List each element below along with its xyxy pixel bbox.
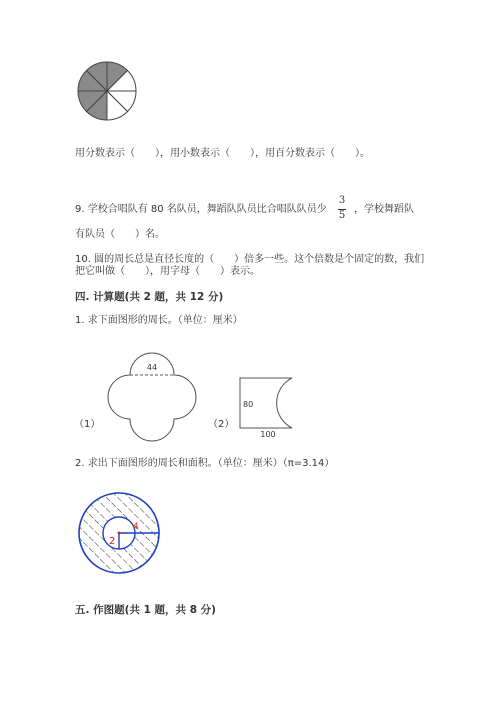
q9-fraction-numerator: 3 [338, 195, 346, 206]
fig2-width-label: 100 [260, 430, 276, 439]
q9-text-line1b: ，学校舞蹈队 [354, 204, 414, 215]
q8-text: 用分数表示（ ），用小数表示（ ），用百分数表示（ ）。 [75, 148, 370, 159]
calc1-figure-1 [100, 345, 210, 445]
fig1-dim-label: 44 [146, 363, 158, 372]
calc1-prompt: 1. 求下面图形的周长。（单位：厘米） [75, 315, 243, 326]
calc2-prompt: 2. 求出下面图形的周长和面积。（单位：厘米）（π=3.14） [75, 458, 335, 469]
calc1-figure-2 [232, 370, 312, 440]
fraction-pie-figure [76, 60, 138, 122]
section-5-title: 五. 作图题(共 1 题，共 8 分) [75, 604, 216, 616]
q9-text-line1a: 9. 学校合唱队有 80 名队员，舞蹈队队员比合唱队队员少 [75, 204, 327, 215]
fig2-height-label: 80 [243, 400, 254, 409]
center-dot [118, 532, 121, 535]
calc2-ring-figure [74, 488, 164, 578]
fig2-label: （2） [208, 419, 235, 430]
section-4-title: 四. 计算题(共 2 题，共 12 分) [75, 291, 224, 303]
inner-radius-label: 2 [109, 536, 116, 547]
q9-fraction-denominator: 5 [338, 210, 346, 221]
ring-width-mark: 4 [133, 522, 139, 532]
q10-text-line2: 把它叫做（ ），用字母（ ）表示。 [75, 266, 260, 277]
q9-text-line2: 有队员（ ）名。 [75, 229, 165, 240]
fig1-label: （1） [74, 419, 101, 430]
q10-text-line1: 10. 圆的周长总是直径长度的（ ）倍多一些。这个倍数是个固定的数，我们 [75, 254, 425, 265]
